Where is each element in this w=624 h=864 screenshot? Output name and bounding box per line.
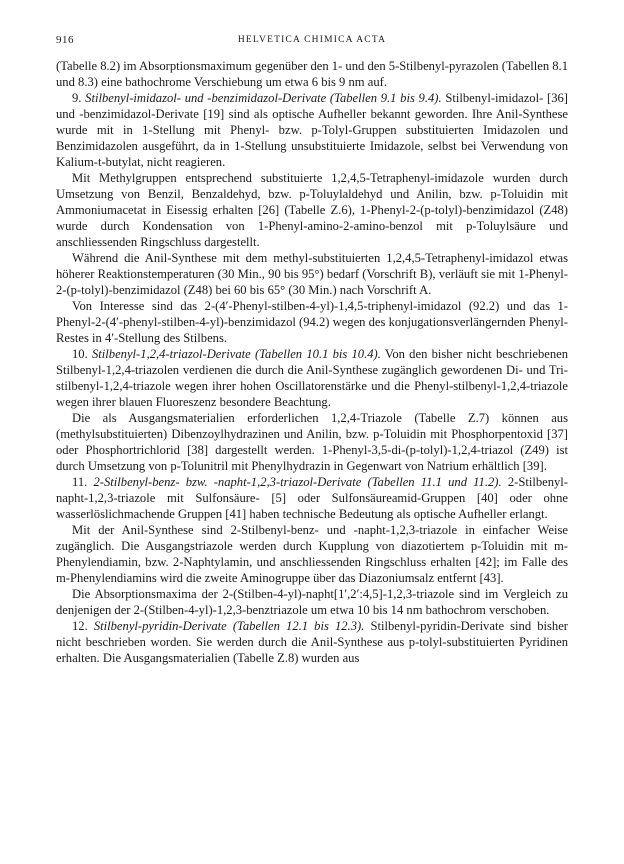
paragraph: Während die Anil-Synthese mit dem methyl-substituierten 1,2,4,5-Tetraphenyl-imidazol etwas höherer Reaktionstemperaturen (30 Min., 90 bis 95°) bedarf (Vorschrift B), verläuft sie mit 1-Phenyl-2-(p-tolyl)-benzimidazol (Z48) bei 60 bis 65° (30 Min.) nach Vorschrift A. <box>56 251 568 297</box>
article-body <box>56 58 568 666</box>
journal-title: HELVETICA CHIMICA ACTA <box>237 35 387 45</box>
section-title: Stilbenyl-1,2,4-triazol-Derivate (Tabellen 10.1 bis 10.4). <box>91 347 381 361</box>
section-number: 12. <box>72 619 88 633</box>
paragraph: Von Interesse sind das 2-(4′-Phenyl-stilben-4-yl)-1,4,5-triphenyl-imidazol (92.2) und das 1-Phenyl-2-(4′-phenyl-stilben-4-yl)-benzimidazol (94.2) wegen des konjugationsverlängernden Phenyl-Restes in 4′-Stellung des Stilbens. <box>56 299 568 345</box>
section-paragraph: 10. Stilbenyl-1,2,4-triazol-Derivate (Tabellen 10.1 bis 10.4). Von den bisher nicht beschriebenen Stilbenyl-1,2,4-triazolen verdienen die durch die Anil-Synthese zugänglich gewordenen Di- und Tri-stilbenyl-1,2,4-triazole wegen ihrer hohen Oscillatorenstärke und die Phenyl-stilbenyl-1,2,4-triazole wegen ihrer blauen Fluoreszenz besondere Beachtung. <box>56 347 569 409</box>
running-header <box>56 34 568 58</box>
page-number: 916 <box>56 34 74 46</box>
paragraph: Mit Methylgruppen entsprechend substituierte 1,2,4,5-Tetraphenyl-imidazole wurden durch Umsetzung von Benzil, Benzaldehyd, bzw. p-Toluylaldehyd und Anilin, bzw. p-Toluidin mit Ammoniumacetat in Eisessig erhalten [26] (Tabelle Z.6), 1-Phenyl-2-(p-tolyl)-benzimidazol (Z48) wurde durch Kondensation von 1-Phenyl-amino-2-amino-benzol mit p-Toluylsäure und anschliessenden Ringschluss dargestellt. <box>56 171 568 249</box>
section-number: 9. <box>72 91 82 105</box>
section-paragraph: 9. Stilbenyl-imidazol- und -benzimidazol-Derivate (Tabellen 9.1 bis 9.4). Stilbenyl-imidazol- [36] und -benzimidazol-Derivate [19] sind als optische Aufheller bekannt geworden. Ihre Anil-Synthese wurde mit in 1-Stellung mit Phenyl- bzw. p-Tolyl-Gruppen substituierten Imidazolen und Benzimidazolen ausgeführt, da in 1-Stellung unsubstituierte Imidazole, selbst bei Verwendung von Kalium-t-butylat, nicht reagieren. <box>56 91 568 169</box>
section-paragraph: 12. Stilbenyl-pyridin-Derivate (Tabellen 12.1 bis 12.3). Stilbenyl-pyridin-Derivate sind bisher nicht beschrieben worden. Sie werden durch die Anil-Synthese aus p-tolyl-substituierten Pyridinen erhalten. Die Ausgangsmaterialien (Tabelle Z.8) wurden aus <box>56 619 568 665</box>
section-paragraph: 11. 2-Stilbenyl-benz- bzw. -napht-1,2,3-triazol-Derivate (Tabellen 11.1 und 11.2). 2-Stilbenyl-napht-1,2,3-triazole mit Sulfonsäure- [5] oder Sulfonsäureamid-Gruppen [40] oder ohne wasserlöslichmachende Gruppen [41] haben technische Bedeutung als optische Aufheller erlangt. <box>56 475 568 521</box>
paragraph: Die als Ausgangsmaterialien erforderlichen 1,2,4-Triazole (Tabelle Z.7) können aus (methylsubstituierten) Dibenzoylhydrazinen und Anilin, bzw. p-Toluidin mit Phosphorpentoxid [37] oder Phosphortrichlorid [38] dargestellt werden. 1-Phenyl-3,5-di-(p-tolyl)-1,2,4-triazol (Z49) ist durch Umsetzung von p-Tolunitril mit Phenylhydrazin in Gegenwart von Natrium erhältlich [39]. <box>56 411 568 473</box>
section-title: Stilbenyl-pyridin-Derivate (Tabellen 12.1 bis 12.3). <box>93 619 365 633</box>
paragraph: Die Absorptionsmaxima der 2-(Stilben-4-yl)-napht[1′,2′:4,5]-1,2,3-triazole sind im Vergleich zu denjenigen der 2-(Stilben-4-yl)-1,2,3-benztriazole um etwa 10 bis 14 nm bathochrom verschoben. <box>56 587 568 617</box>
section-number: 10. <box>72 347 88 361</box>
section-number: 11. <box>72 475 88 489</box>
section-title: Stilbenyl-imidazol- und -benzimidazol-Derivate (Tabellen 9.1 bis 9.4). <box>85 91 442 105</box>
paragraph: Mit der Anil-Synthese sind 2-Stilbenyl-benz- und -napht-1,2,3-triazole in einfacher Weise zugänglich. Die Ausgangstriazole werden durch Kupplung von diazotiertem p-Toluidin mit m-Phenylendiamin, bzw. 2-Naphtylamin, und anschliessenden Ringschluss erhalten [42]; im Falle des m-Phenylendiamins wird die zweite Aminogruppe über das Diazoniumsalz entfernt [43]. <box>56 523 568 585</box>
section-title: 2-Stilbenyl-benz- bzw. -napht-1,2,3-triazol-Derivate (Tabellen 11.1 und 11.2). <box>93 475 502 489</box>
paragraph: (Tabelle 8.2) im Absorptionsmaximum gegenüber den 1- und den 5-Stilbenyl-pyrazolen (Tabellen 8.1 und 8.3) eine bathochrome Verschiebung um etwa 6 bis 9 nm auf. <box>56 59 569 89</box>
